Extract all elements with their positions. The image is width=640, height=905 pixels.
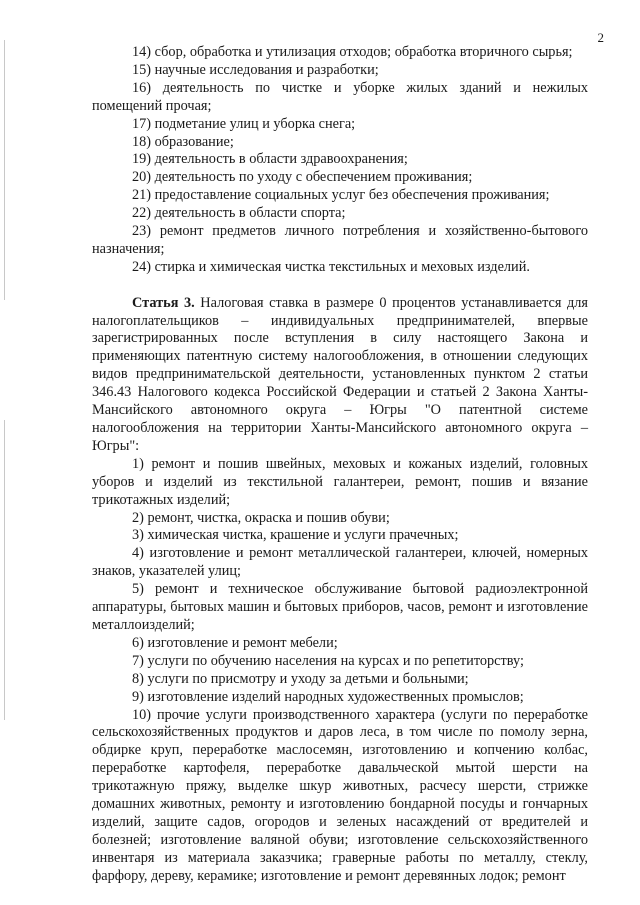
list-item: 22) деятельность в области спорта;: [132, 205, 346, 222]
paragraph-gap: [92, 277, 588, 295]
zero-rate-activity-list: [92, 456, 588, 886]
list-item: 21) предоставление социальных услуг без обеспечения проживания;: [132, 187, 550, 204]
list-item: 23) ремонт предметов личного потребления и хозяйственно-бытового назначения;: [92, 223, 588, 257]
list-item: 5) ремонт и техническое обслуживание бытовой радиоэлектронной аппаратуры, бытовых машин и бытовых приборов, часов, ремонт и изготовление металлоизделий;: [92, 581, 588, 633]
list-item: 16) деятельность по чистке и уборке жилых зданий и нежилых помещений прочая;: [92, 79, 588, 114]
list-item: 15) научные исследования и разработки;: [132, 61, 379, 78]
list-item: 1) ремонт и пошив швейных, меховых и кожаных изделий, головных уборов и изделий из текстильной галантереи, ремонт, пошив и вязание трикотажных изделий;: [92, 455, 588, 508]
scan-edge-mark: [4, 420, 5, 720]
page-number: 2: [597, 30, 604, 45]
list-item: 17) подметание улиц и уборка снега;: [132, 115, 356, 132]
article-3-text: Налоговая ставка в размере 0 процентов устанавливается для налогоплательщиков – индивидуальных предпринимателей, впервые зарегистрированных после вступления в силу настоящего Закона и применяющих патентную систему налогообложения, в отношении следующих видов предпринимательской деятельности, установленных пунктом 2 статьи 346.43 Налогового кодекса Российской Федерации и статьей 2 Закона Ханты-Мансийского автономного округа – Югры "О патентной системе налогообложения на территории Ханты-Мансийского автономного округа – Югры":: [92, 294, 588, 454]
article-3-title: Статья 3.: [132, 294, 195, 311]
list-item: 3) химическая чистка, крашение и услуги прачечных;: [132, 527, 459, 544]
list-item: 10) прочие услуги производственного характера (услуги по переработке сельскохозяйственных продуктов и даров леса, в том числе по помолу зерна, обдирке круп, переработке маслосемян, изготовлению и копчению колбас, переработке картофеля, переработке давальческой мытой шерсти на трикотажную пряжу, выделке шкур животных, расчесу шерсти, стрижке домашних животных, ремонту и изготовлению бондарной посуды и гончарных изделий, защите садов, огородов и зеленых насаждений от вредителей и болезней; изготовление валяной обуви; изготовление сельскохозяйственного инвентаря из материала заказчика; граверные работы по металлу, стеклу, фарфору, дереву, керамике; изготовление и ремонт деревянных лодок; ремонт: [92, 706, 588, 884]
list-item: 4) изготовление и ремонт металлической галантереи, ключей, номерных знаков, указателей улиц;: [92, 545, 588, 580]
activity-list-continued: [92, 44, 588, 277]
list-item: 2) ремонт, чистка, окраска и пошив обуви;: [132, 509, 390, 526]
list-item: 19) деятельность в области здравоохранения;: [132, 151, 408, 168]
list-item: 8) услуги по присмотру и уходу за детьми и больными;: [132, 670, 469, 687]
list-item: 18) образование;: [132, 133, 234, 150]
list-item: 20) деятельность по уходу с обеспечением проживания;: [132, 169, 473, 186]
list-item: 6) изготовление и ремонт мебели;: [132, 634, 338, 651]
document-body: [92, 44, 588, 886]
scan-edge-mark: [4, 40, 5, 300]
list-item: 14) сбор, обработка и утилизация отходов; обработка вторичного сырья;: [132, 44, 573, 60]
list-item: 9) изготовление изделий народных художественных промыслов;: [132, 688, 524, 705]
article-3-paragraph: [92, 295, 588, 456]
list-item: 7) услуги по обучению населения на курсах и по репетиторству;: [132, 652, 524, 669]
list-item: 24) стирка и химическая чистка текстильных и меховых изделий.: [132, 258, 530, 275]
